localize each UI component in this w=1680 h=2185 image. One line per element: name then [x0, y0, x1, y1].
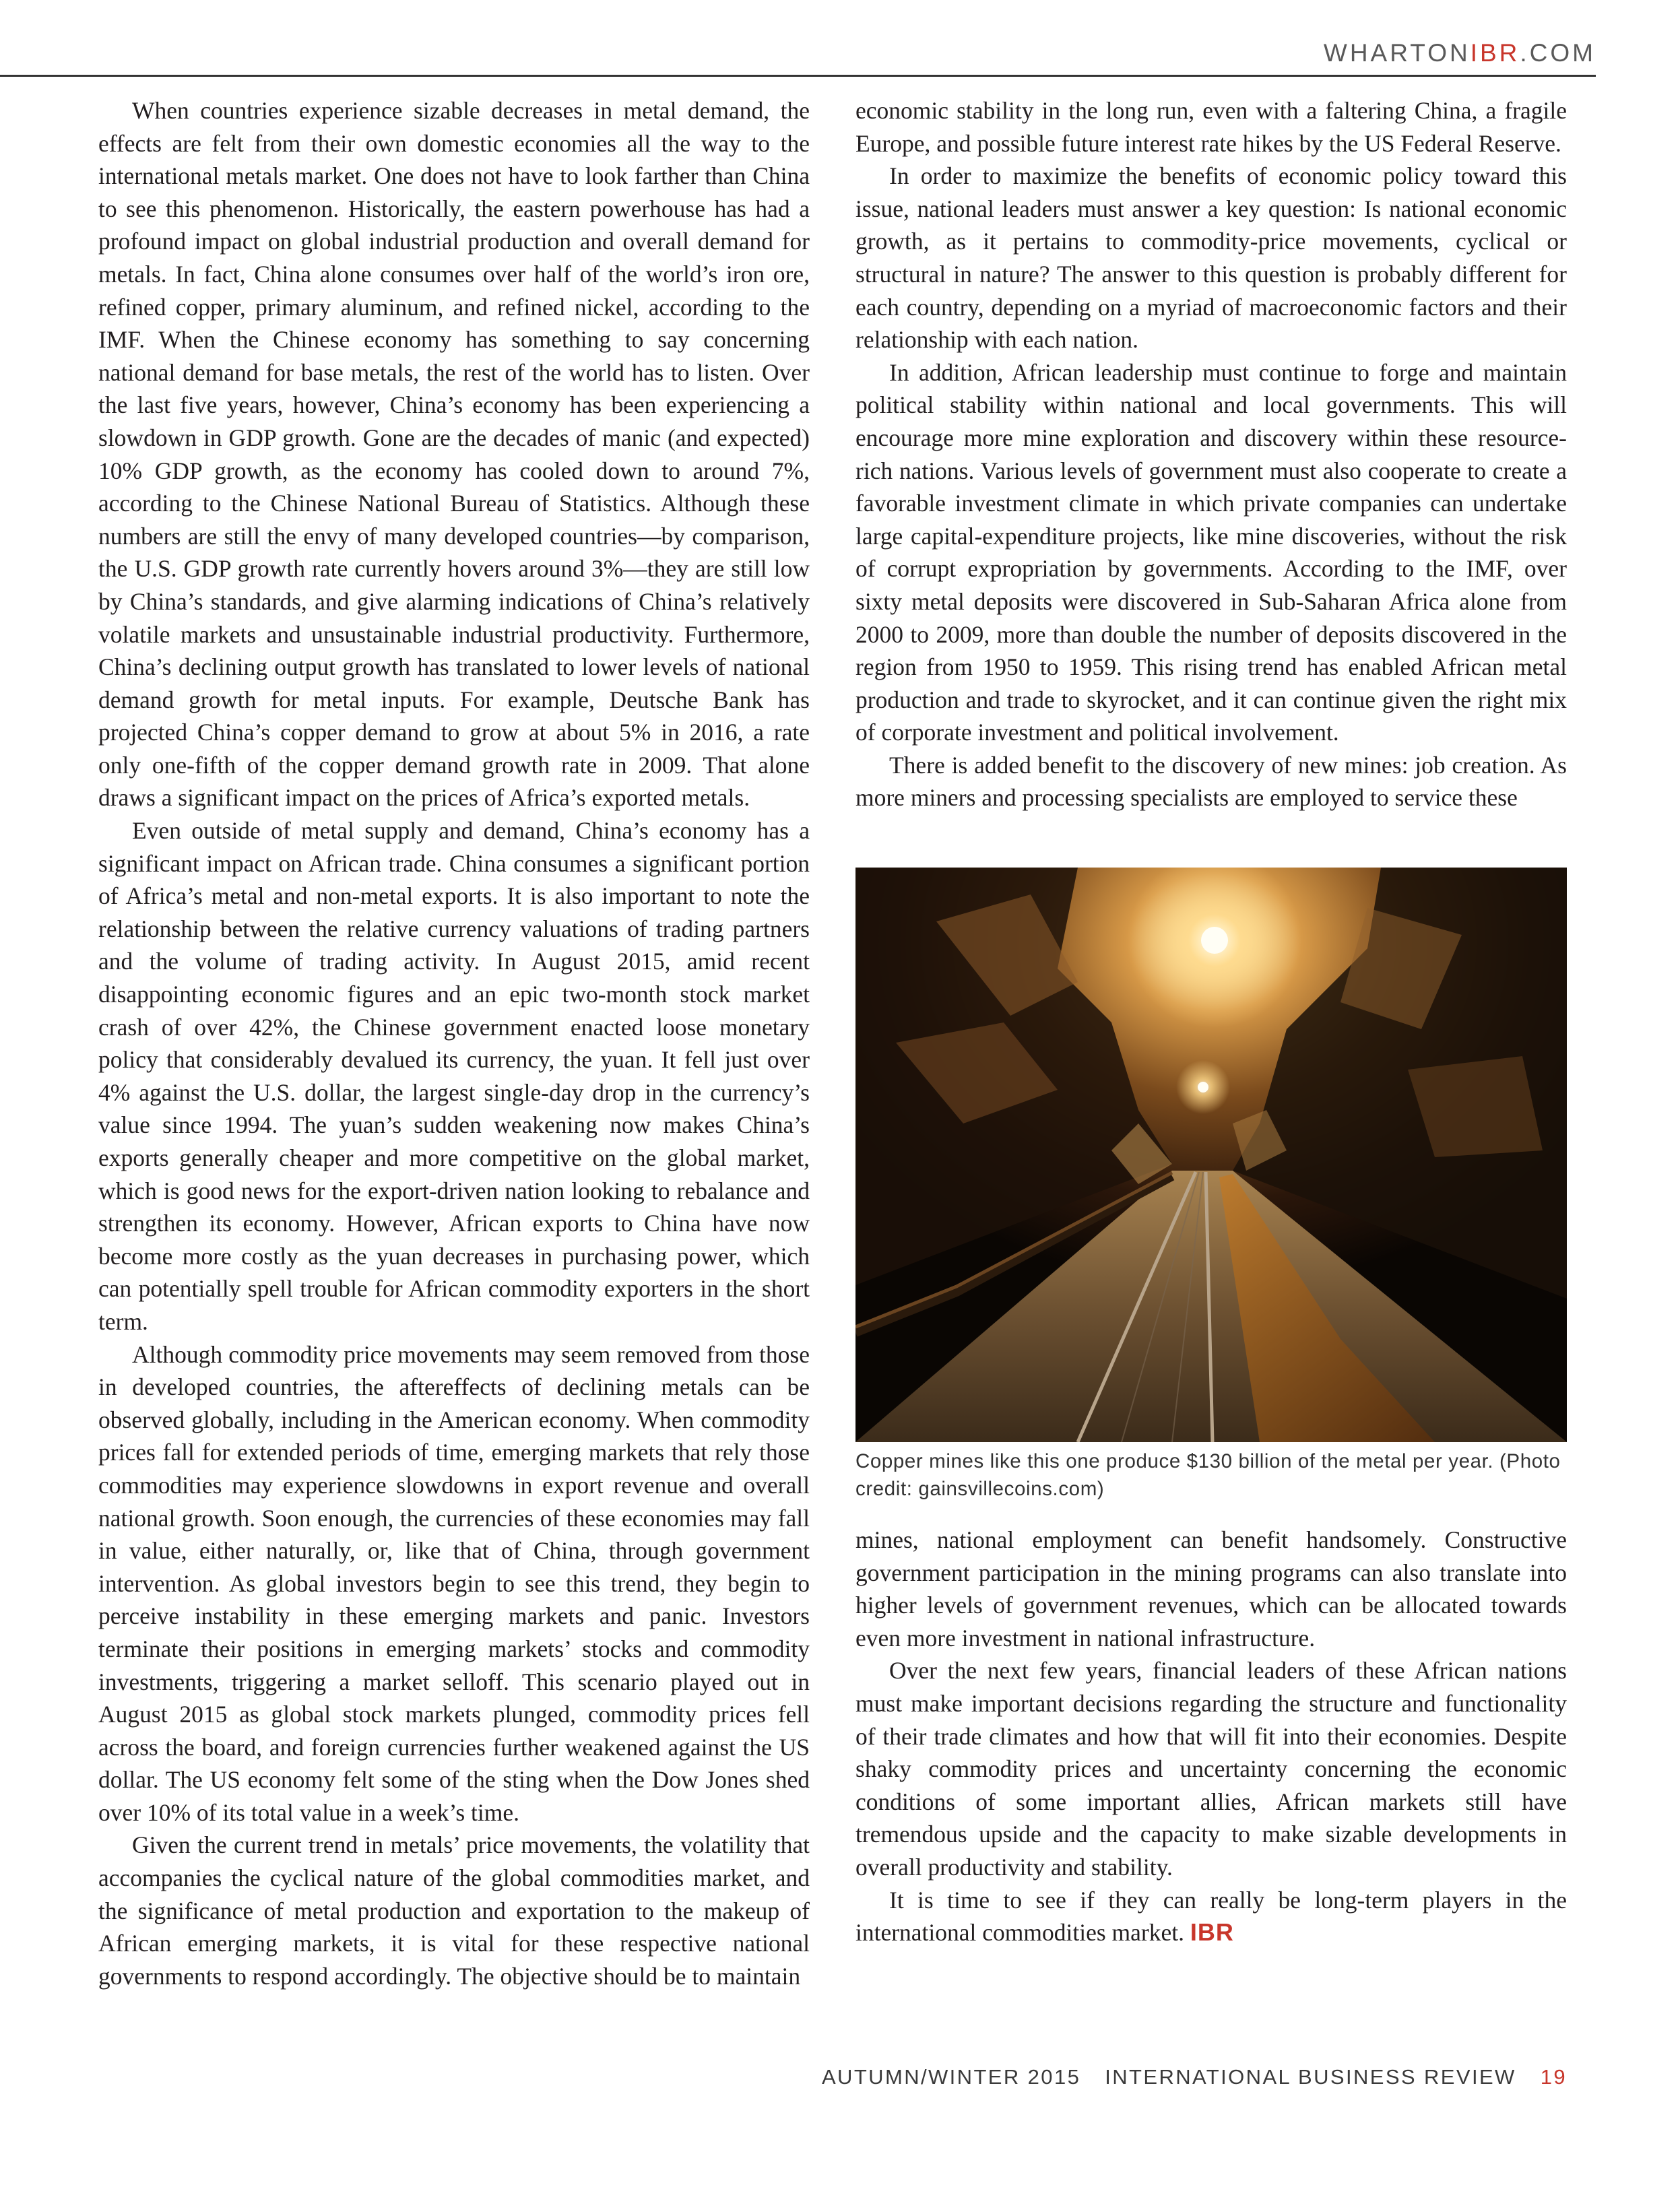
right-column-bottom	[855, 1524, 1567, 1949]
body-paragraph: In addition, African leadership must continue to forge and maintain political stability within national and local governments. This will encourage more mine exploration and discovery within these resource-rich nations. Various levels of government must also cooperate to create a favorable investment climate in which private companies can undertake large capital-expenditure projects, like mine discoveries, without the risk of corrupt expropriation by governments. According to the IMF, over sixty metal deposits were discovered in Sub-Saharan Africa alone from 2000 to 2009, more than double the number of deposits discovered in the region from 1950 to 1959. This rising trend has enabled African metal production and trade to skyrocket, and it can continue given the right mix of corporate investment and political involvement.	[855, 358, 1567, 746]
body-paragraph: Although commodity price movements may seem removed from those in developed countries, the aftereffects of declining metals can be observed globally, including in the American economy. When commodity prices fall for extended periods of time, emerging markets that rely those commodities may experience slowdowns in export revenue and overall national growth. Soon enough, the currencies of these economies may fall in value, either naturally, or, like that of China, through government intervention. As global investors begin to see this trend, they begin to perceive instability in these emerging markets and panic. Investors terminate their positions in emerging markets’ stocks and commodity investments, triggering a market selloff. This scenario played out in August 2015 as global stock markets plunged, commodity prices fell across the board, and foreign currencies further weakened against the US dollar. The US economy felt some of the sting when the Dow Jones shed over 10% of its total value in a week’s time.	[98, 1340, 810, 1826]
left-column	[98, 94, 810, 1992]
footer-issue: AUTUMN/WINTER 2015	[821, 2065, 1081, 2089]
mine-tunnel-photo	[855, 868, 1567, 1442]
site-url-accent: IBR	[1470, 39, 1520, 67]
mine-figure	[855, 868, 1567, 1503]
page-number: 19	[1540, 2065, 1567, 2089]
body-paragraph: When countries experience sizable decreases in metal demand, the effects are felt from their own domestic economies all the way to the international metals market. One does not have to look farther than China to see this phenomenon. Historically, the eastern powerhouse has had a profound impact on global industrial production and overall demand for metals. In fact, China alone consumes over half of the world’s iron ore, refined copper, primary aluminum, and refined nickel, according to the IMF. When the Chinese economy has something to say concerning national demand for base metals, the rest of the world has to listen. Over the last five years, however, China’s economy has been experiencing a slowdown in GDP growth. Gone are the decades of manic (and expected) 10% GDP growth, as the economy has cooled down to around 7%, according to the Chinese National Bureau of Statistics. Although these numbers are still the envy of many developed countries—by comparison, the U.S. GDP growth rate currently hovers around 3%—they are still low by China’s standards, and give alarming indications of China’s relatively volatile markets and unsustainable industrial productivity. Furthermore, China’s declining output growth has translated to lower levels of national demand growth for metal inputs. For example, Deutsche Bank has projected China’s copper demand to grow at about 5% in 2016, a rate only one-fifth of the copper demand growth rate in 2009. That alone draws a significant impact on the prices of Africa’s exported metals.	[98, 97, 810, 812]
photo-caption: Copper mines like this one produce $130 billion of the metal per year. (Photo credit: gainsvillecoins.com)	[855, 1450, 1561, 1500]
page-footer	[822, 2065, 1567, 2089]
final-paragraph-text: It is time to see if they can really be long-term players in the international commodities market.	[855, 1886, 1567, 1947]
body-paragraph: Given the current trend in metals’ price movements, the volatility that accompanies the cyclical nature of the global commodities market, and the significance of metal production and exportation to the makeup of African emerging markets, it is vital for these respective national governments to respond accordingly. The objective should be to maintain	[98, 1831, 810, 1990]
site-url-prefix: WHARTON	[1323, 39, 1471, 67]
body-paragraph: Even outside of metal supply and demand, China’s economy has a significant impact on African trade. China consumes a significant portion of Africa’s metal and non-metal exports. It is also important to note the relationship between the relative currency valuations of trading partners and the volume of trading activity. In August 2015, amid recent disappointing economic figures and an epic two-month stock market crash of over 42%, the Chinese government enacted loose monetary policy that considerably devalued its currency, the yuan. It fell just over 4% against the U.S. dollar, the largest single-day drop in the currency’s value since 1994. The yuan’s sudden weakening now makes China’s exports generally cheaper and more competitive on the global market, which is good news for the export-driven nation looking to rebalance and strengthen its economy. However, African exports to China have now become more costly as the yuan decreases in purchasing power, which can potentially spell trouble for African commodity exporters in the short term.	[98, 817, 810, 1335]
body-paragraph: Over the next few years, financial leaders of these African nations must make important decisions regarding the structure and functionality of their trade climates and how that will fit into their economies. Despite shaky commodity prices and uncertainty concerning the economic conditions of some important allies, African markets still have tremendous upside and the capacity to make sizable developments in overall productivity and stability.	[855, 1657, 1567, 1881]
header-rule	[0, 75, 1596, 77]
site-url-suffix: .COM	[1520, 39, 1596, 67]
ibr-end-mark: IBR	[1190, 1918, 1234, 1947]
footer-publication: INTERNATIONAL BUSINESS REVIEW	[1105, 2065, 1516, 2089]
site-url[interactable]	[1324, 39, 1596, 67]
body-paragraph: There is added benefit to the discovery of new mines: job creation. As more miners and processing specialists are employed to service these	[855, 751, 1567, 812]
final-paragraph	[855, 1884, 1567, 1949]
right-column-top	[855, 94, 1567, 814]
body-paragraph: economic stability in the long run, even with a faltering China, a fragile Europe, and possible future interest rate hikes by the US Federal Reserve.	[855, 97, 1567, 157]
body-paragraph: mines, national employment can benefit handsomely. Constructive government participation in the mining programs can also translate into higher levels of government revenues, which can be allocated towards even more investment in national infrastructure.	[855, 1526, 1567, 1652]
body-paragraph: In order to maximize the benefits of economic policy toward this issue, national leaders must answer a key question: Is national economic growth, as it pertains to commodity-price movements, cyclical or structural in nature? The answer to this question is probably different for each country, depending on a myriad of macroeconomic factors and their relationship with each nation.	[855, 162, 1567, 354]
